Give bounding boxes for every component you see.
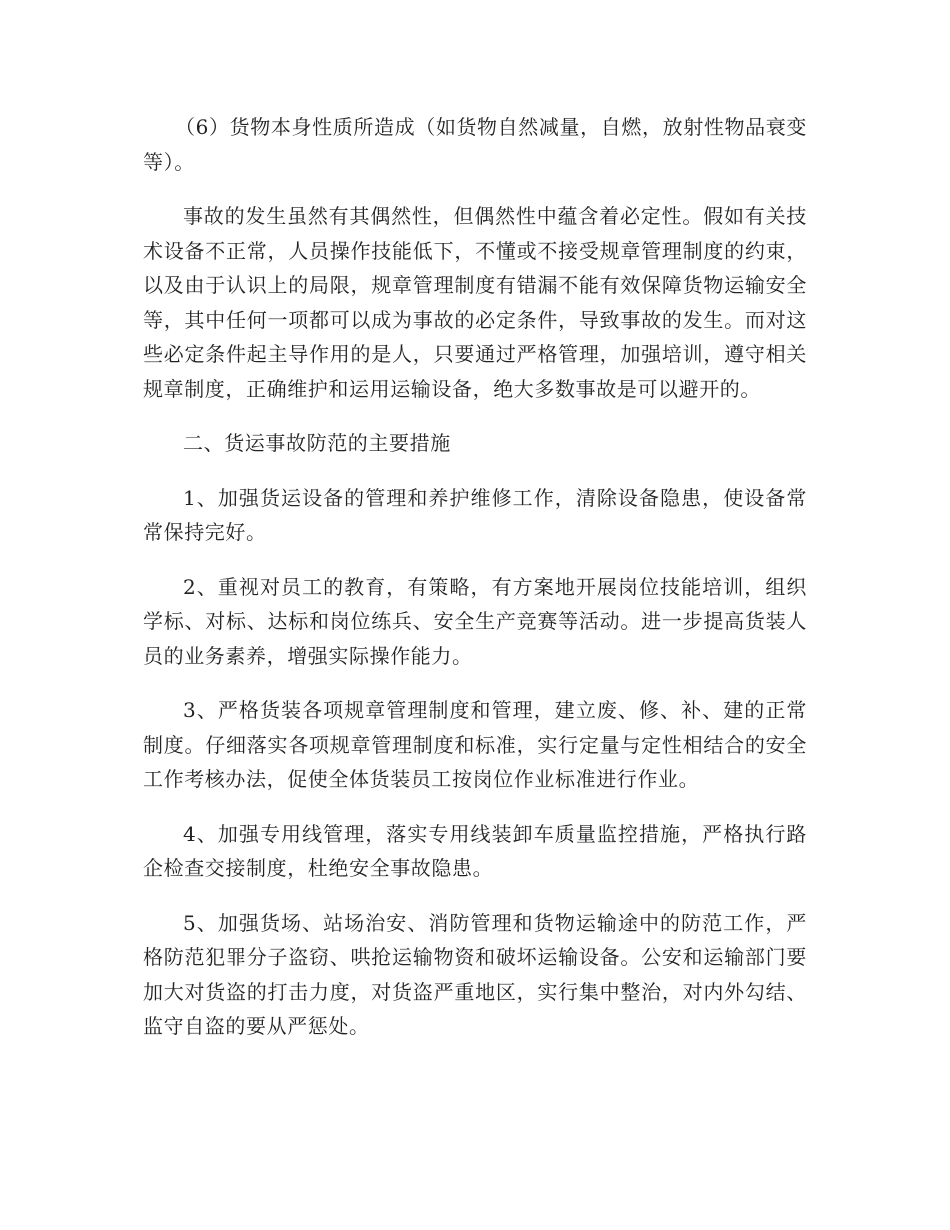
- paragraph-measure-5: 5、加强货场、站场治安、消防管理和货物运输途中的防范工作，严格防范犯罪分子盗窃、哄抢运输物资和破坏运输设备。公安和运输部门要加大对货盗的打击力度，对货盗严重地区，实行集中整治，对内外勾结、监守自盗的要从严惩处。: [143, 910, 807, 1038]
- paragraph-measure-2: 2、重视对员工的教育，有策略，有方案地开展岗位技能培训，组织学标、对标、达标和岗位练兵、安全生产竞赛等活动。进一步提高货装人员的业务素养，增强实际操作能力。: [143, 574, 807, 668]
- paragraph-cargo-nature: （6）货物本身性质所造成（如货物自然减量，自燃，放射性物品衰变等）。: [143, 115, 807, 174]
- section-heading-prevention-measures: 二、货运事故防范的主要措施: [183, 431, 451, 455]
- document-body: [143, 110, 807, 1064]
- paragraph-measure-3: 3、严格货装各项规章管理制度和管理，建立废、修、补、建的正常制度。仔细落实各项规章管理制度和标准，实行定量与定性相结合的安全工作考核办法，促使全体货装员工按岗位作业标准进行作业。: [143, 698, 807, 791]
- paragraph-accident-causes: 事故的发生虽然有其偶然性，但偶然性中蕴含着必定性。假如有关技术设备不正常，人员操作技能低下，不懂或不接受规章管理制度的约束，以及由于认识上的局限，规章管理制度有错漏不能有效保障货物运输安全等，其中任何一项都可以成为事故的必定条件，导致事故的发生。而对这些必定条件起主导作用的是人，只要通过严格管理，加强培训，遵守相关规章制度，正确维护和运用运输设备，绝大多数事故是可以避开的。: [143, 204, 807, 401]
- paragraph-measure-1: 1、加强货运设备的管理和养护维修工作，清除设备隐患，使设备常常保持完好。: [143, 485, 807, 544]
- paragraph-measure-4: 4、加强专用线管理，落实专用线装卸车质量监控措施，严格执行路企检查交接制度，杜绝安全事故隐患。: [143, 821, 807, 880]
